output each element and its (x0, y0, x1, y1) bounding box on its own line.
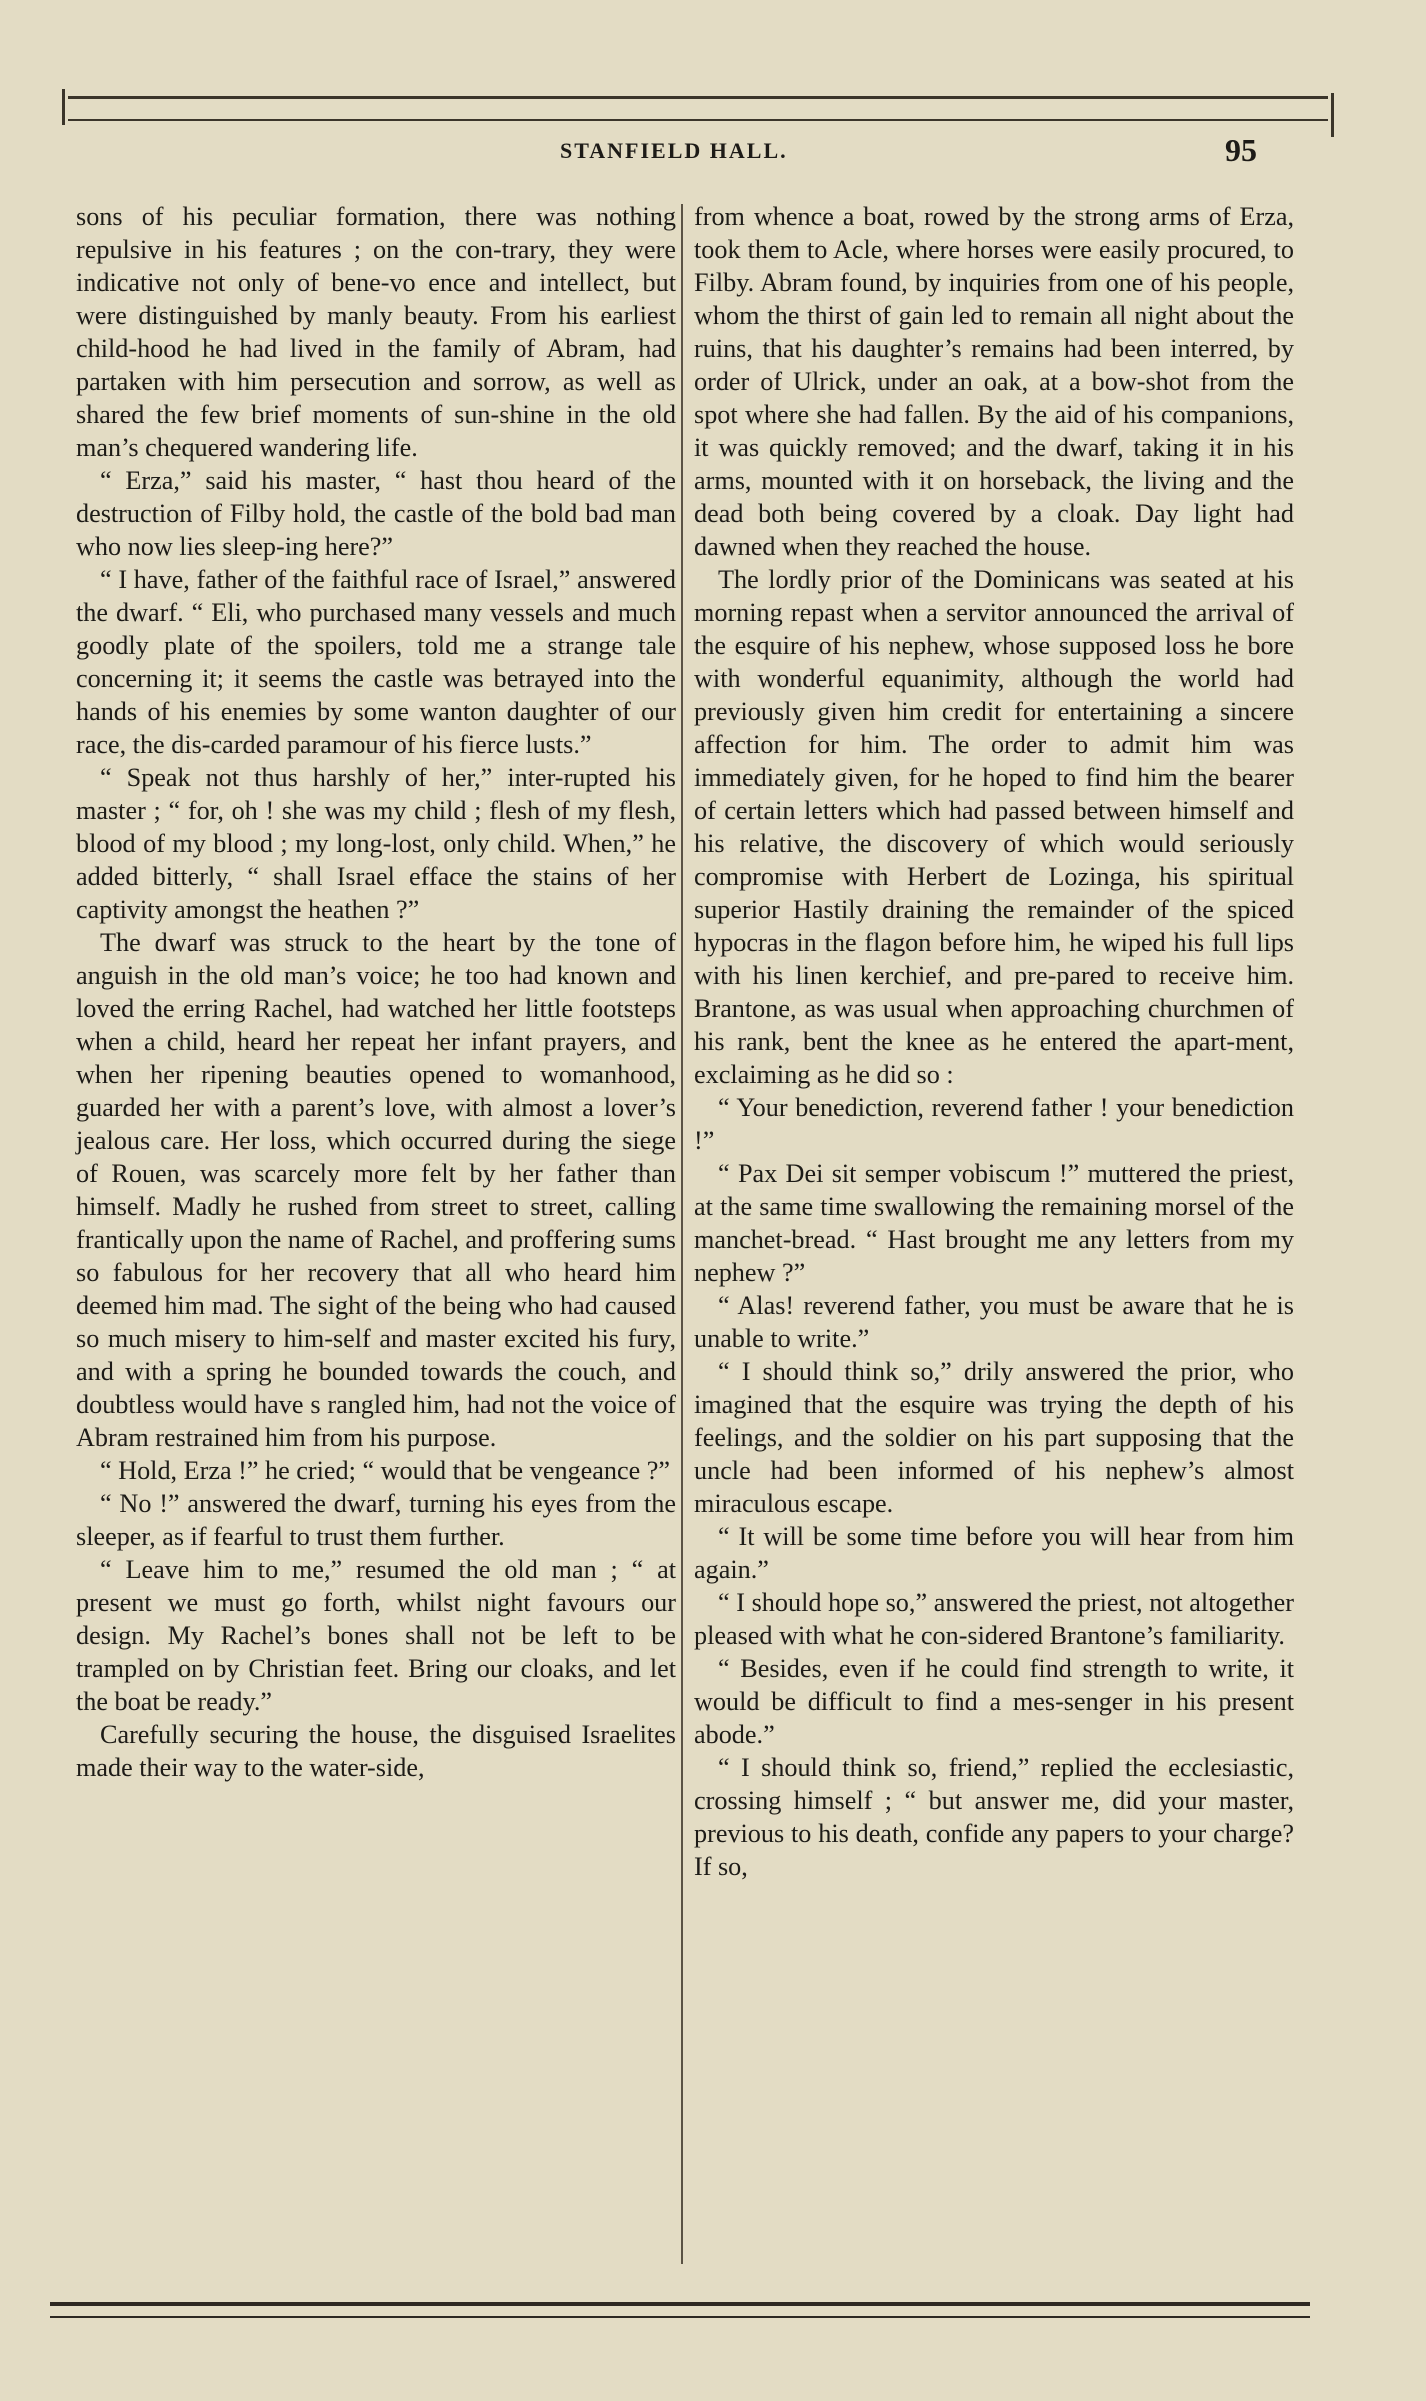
paragraph: from whence a boat, rowed by the strong arms of Erza, took them to Acle, where horses were easily procured, to Filby. Abram found, by inquiries from one of his people, whom the thirst of gain led to remain all night about the ruins, that his daughter’s remains had been interred, by order of Ulrick, under an oak, at a bow-shot from the spot where she had fallen. By the aid of his companions, it was quickly removed; and the dwarf, taking it in his arms, mounted with it on horseback, the living and the dead both being covered by a cloak. Day light had dawned when they reached the house. (694, 202, 1294, 561)
paragraph: “ I should think so,” drily answered the prior, who imagined that the esquire was trying the depth of his feelings, and the soldier on his part supposing that the uncle had been informed of his nephew’s almost miraculous escape. (694, 1357, 1294, 1518)
paragraph: “ Pax Dei sit semper vobiscum !” muttered the priest, at the same time swallowing the remaining morsel of the manchet-bread. “ Hast brought me any letters from my nephew ?” (694, 1159, 1294, 1287)
paragraph: “ No !” answered the dwarf, turning his eyes from the sleeper, as if fearful to trust them further. (76, 1489, 676, 1551)
paragraph: “ Hold, Erza !” he cried; “ would that be vengeance ?” (100, 1456, 671, 1485)
left-column (76, 200, 676, 1784)
column-divider (681, 204, 683, 2264)
paragraph: “ Leave him to me,” resumed the old man ; “ at present we must go forth, whilst night favours our design. My Rachel’s bones shall not be left to be trampled on by Christian feet. Bring our cloaks, and let the boat be ready.” (76, 1555, 676, 1716)
paragraph: Carefully securing the house, the disguised Israelites made their way to the water-side, (76, 1720, 676, 1782)
running-head: STANFIELD HALL. (560, 138, 788, 163)
paragraph: “ Your benediction, reverend father ! your benediction !” (694, 1093, 1294, 1155)
right-column (694, 200, 1294, 1883)
paragraph: The dwarf was struck to the heart by the tone of anguish in the old man’s voice; he too had known and loved the erring Rachel, had watched her little footsteps when a child, heard her repeat her infant prayers, and when her ripening beauties opened to womanhood, guarded her with a parent’s love, with almost a lover’s jealous care. Her loss, which occurred during the siege of Rouen, was scarcely more felt by her father than himself. Madly he rushed from street to street, calling frantically upon the name of Rachel, and proffering sums so fabulous for her recovery that all who heard him deemed him mad. The sight of the being who had caused so much misery to him-self and master excited his fury, and with a spring he bounded towards the couch, and doubtless would have s rangled him, had not the voice of Abram restrained him from his purpose. (76, 928, 676, 1452)
paragraph: “ It will be some time before you will hear from him again.” (694, 1522, 1294, 1584)
top-rule (68, 96, 1328, 121)
page-number: 95 (1225, 132, 1257, 168)
paragraph: “ Alas! reverend father, you must be aware that he is unable to write.” (694, 1291, 1294, 1353)
paragraph: “ I should think so, friend,” replied the ecclesiastic, crossing himself ; “ but answer me, did your master, previous to his death, confide any papers to your charge? If so, (694, 1753, 1294, 1881)
paragraph: “ Besides, even if he could find strength to write, it would be difficult to find a mes-senger in his present abode.” (694, 1654, 1294, 1749)
paragraph: “ Erza,” said his master, “ hast thou heard of the destruction of Filby hold, the castle of the bold bad man who now lies sleep-ing here?” (76, 466, 676, 561)
paragraph: sons of his peculiar formation, there was nothing repulsive in his features ; on the con-trary, they were indicative not only of bene-vo ence and intellect, but were distinguished by manly beauty. From his earliest child-hood he had lived in the family of Abram, had partaken with him persecution and sorrow, as well as shared the few brief moments of sun-shine in the old man’s chequered wandering life. (76, 202, 676, 462)
paragraph: “ I have, father of the faithful race of Israel,” answered the dwarf. “ Eli, who purchased many vessels and much goodly plate of the spoilers, told me a strange tale concerning it; it seems the castle was betrayed into the hands of his enemies by some wanton daughter of our race, the dis-carded paramour of his fierce lusts.” (76, 565, 676, 759)
paragraph: “ I should hope so,” answered the priest, not altogether pleased with what he con-sidered Brantone’s familiarity. (694, 1588, 1294, 1650)
paragraph: The lordly prior of the Dominicans was seated at his morning repast when a servitor announced the arrival of the esquire of his nephew, whose supposed loss he bore with wonderful equanimity, although the world had previously given him credit for entertaining a sincere affection for him. The order to admit him was immediately given, for he hoped to find him the bearer of certain letters which had passed between himself and his relative, the discovery of which would seriously compromise with Herbert de Lozinga, his spiritual superior Hastily draining the remainder of the spiced hypocras in the flagon before him, he wiped his full lips with his linen kerchief, and pre-pared to receive him. Brantone, as was usual when approaching churchmen of his rank, bent the knee as he entered the apart-ment, exclaiming as he did so : (694, 565, 1294, 1089)
bottom-rule (50, 2302, 1310, 2318)
paragraph: “ Speak not thus harshly of her,” inter-rupted his master ; “ for, oh ! she was my child ; flesh of my flesh, blood of my blood ; my long-lost, only child. When,” he added bitterly, “ shall Israel efface the stains of her captivity amongst the heathen ?” (76, 763, 676, 924)
